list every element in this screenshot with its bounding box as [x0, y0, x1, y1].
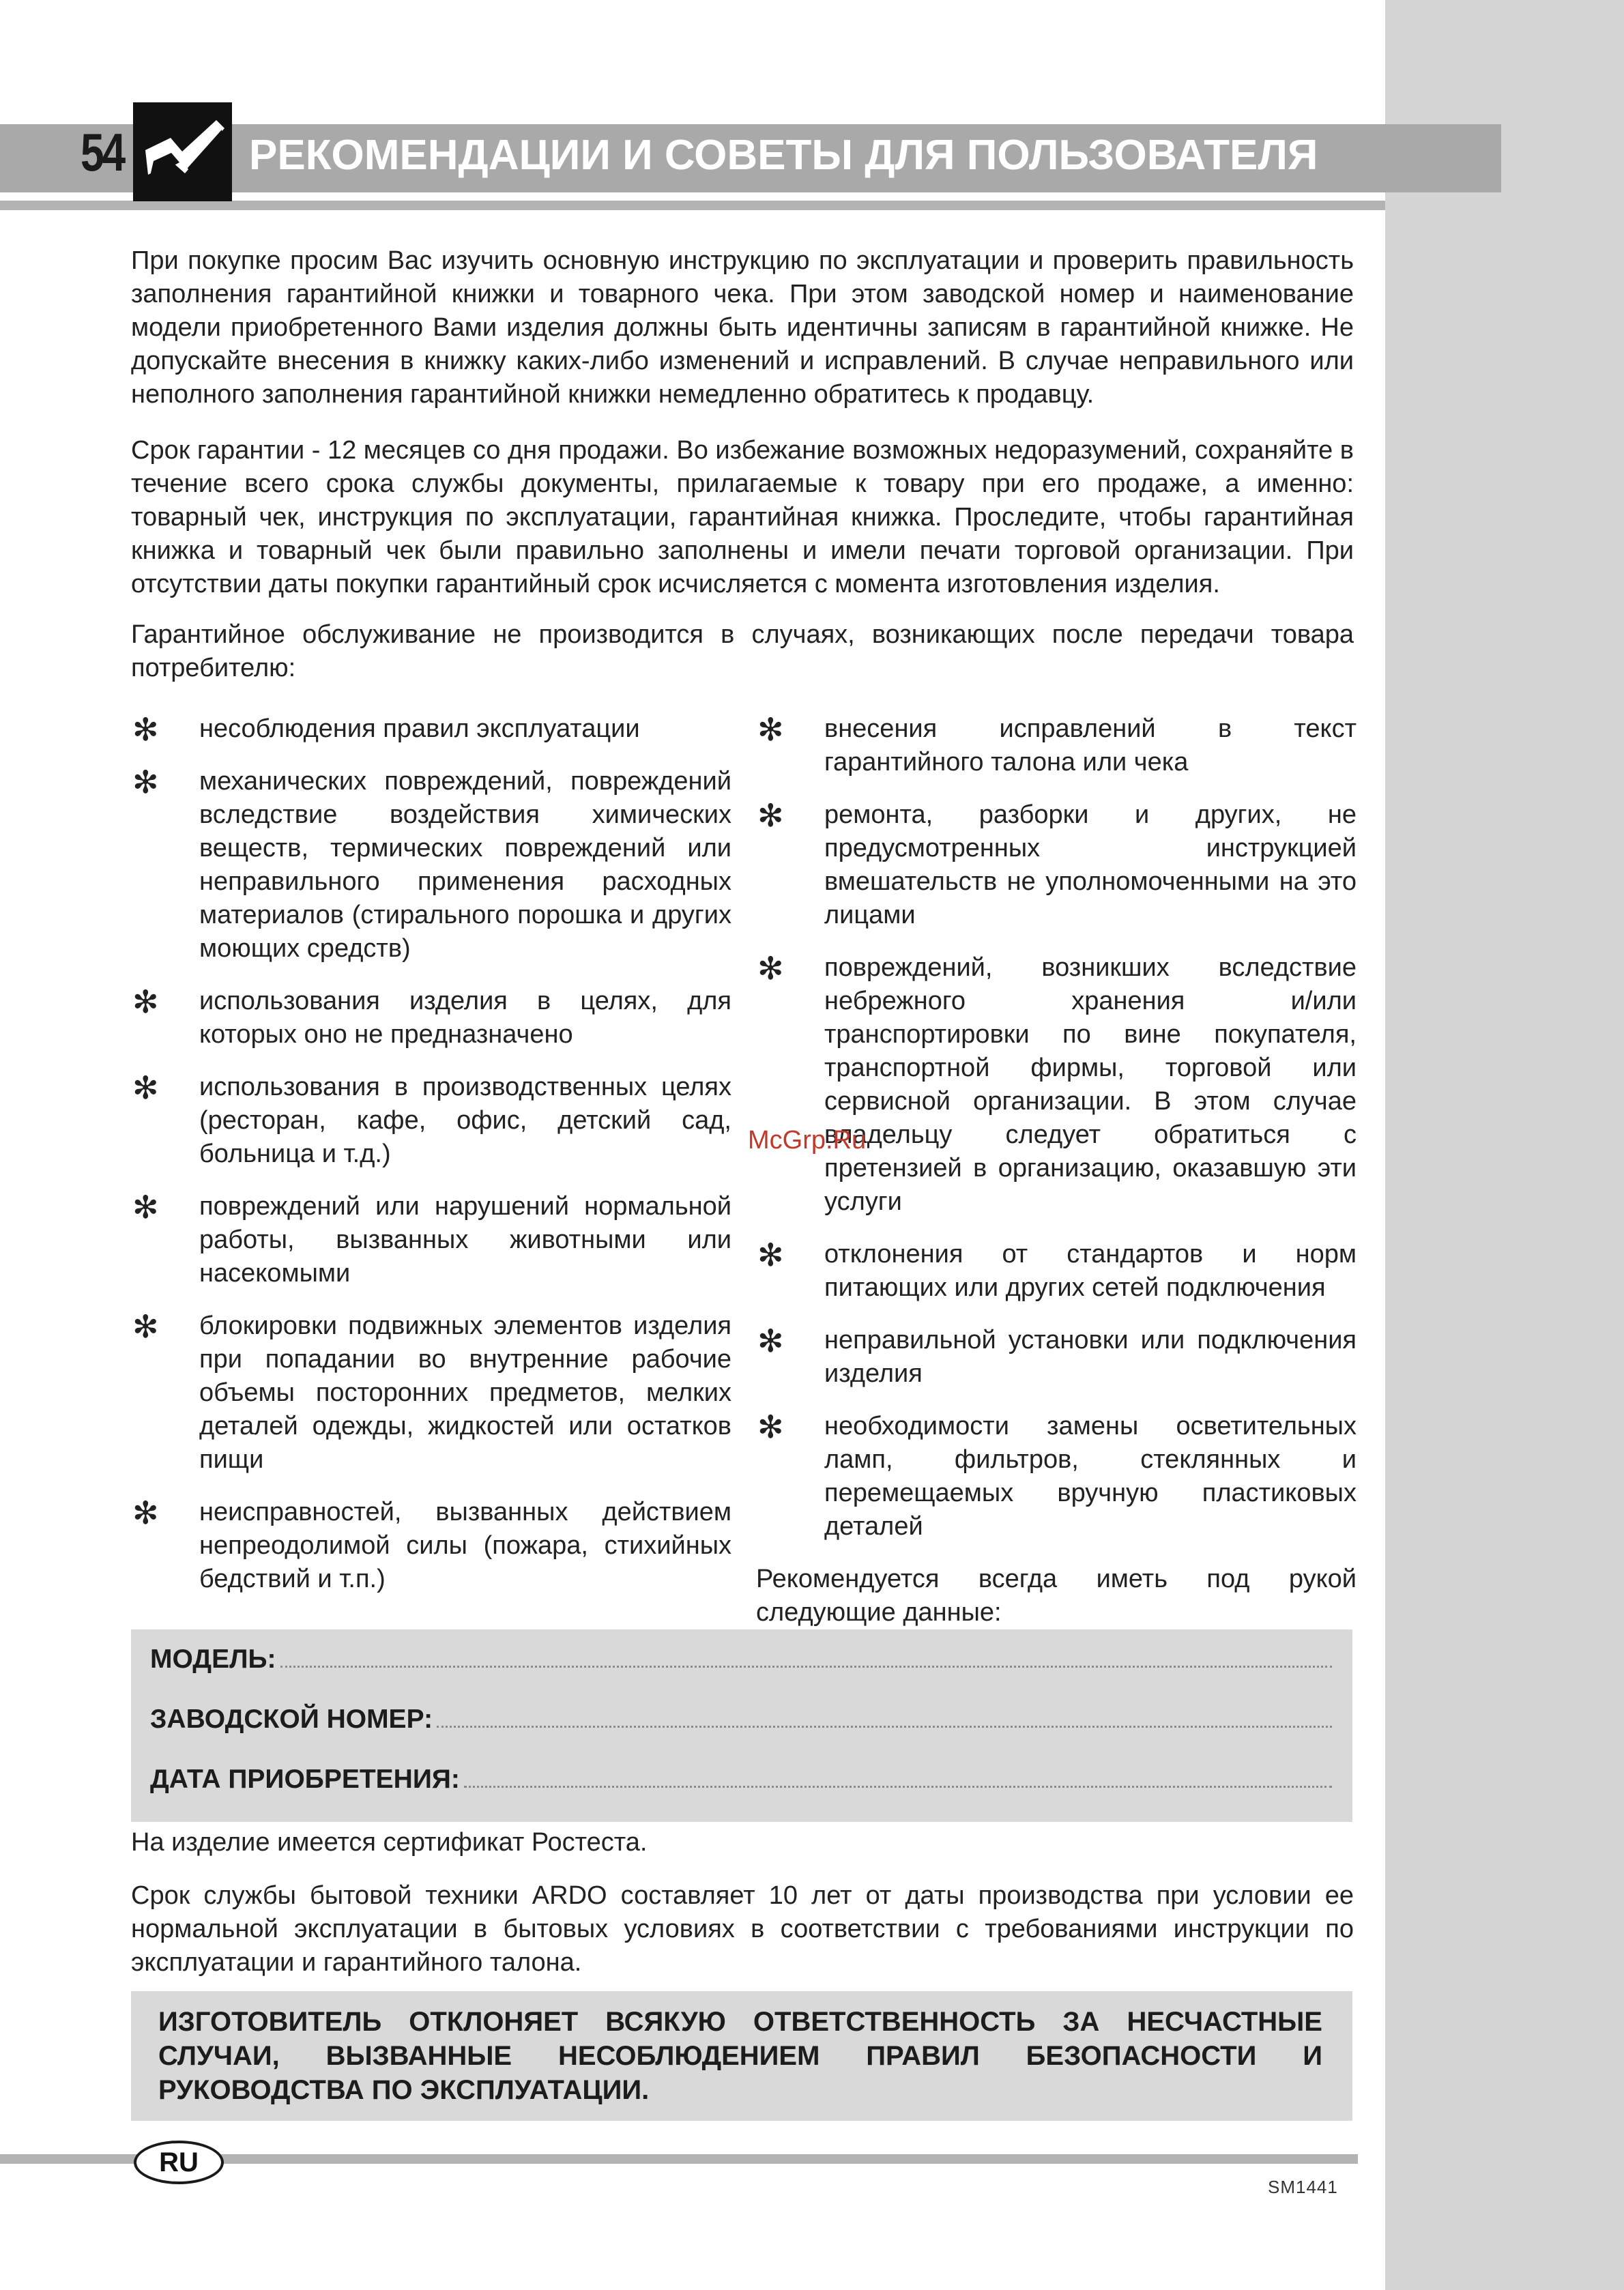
list-item-text: механических повреждений, повреждений вследствие воздействия химических веществ, термических повреждений или неправильного применения расходных материалов (стирального порошка и других моющих средств) [199, 767, 731, 963]
list-item-text: отклонения от стандартов и норм питающих или других сетей подключения [824, 1240, 1357, 1302]
list-item [756, 712, 1357, 779]
asterisk-bullet-icon: ✻ [132, 1495, 159, 1531]
list-item [756, 1324, 1357, 1391]
product-data-form [131, 1629, 1352, 1822]
warning-text: ИЗГОТОВИТЕЛЬ ОТКЛОНЯЕТ ВСЯКУЮ ОТВЕТСТВЕННОСТЬ ЗА НЕСЧАСТНЫЕ СЛУЧАИ, ВЫЗВАННЫЕ НЕСОБЛЮДЕНИЕМ ПРАВИЛ БЕЗОПАСНОСТИ И РУКОВОДСТВА ПО ЭКСПЛУАТАЦИИ. [158, 2007, 1322, 2105]
intro-paragraph-1: При покупке просим Вас изучить основную инструкцию по эксплуатации и проверить правильность заполнения гарантийной книжки и товарного чека. При этом заводской номер и наименование модели приобретенного Вами изделия должны быть идентичны записям в гарантийной книжке. Не допускайте внесения в книжку каких-либо изменений и исправлений. В случае неправильного или неполного заполнения гарантийной книжки немедленно обратитесь к продавцу. [131, 246, 1354, 409]
list-item [756, 951, 1357, 1219]
list-item [756, 1410, 1357, 1543]
certificate-note: На изделие имеется сертификат Ростеста. [131, 1828, 648, 1857]
list-item [131, 765, 731, 966]
serial-number-fill-line[interactable] [437, 1726, 1332, 1728]
list-item [756, 1238, 1357, 1305]
list-item-text: использования в производственных целях (ресторан, кафе, офис, детский сад, больница и т.д.) [199, 1073, 731, 1168]
side-strip [1385, 0, 1624, 2290]
model-label: МОДЕЛЬ: [150, 1644, 276, 1674]
intro-paragraph-3: Гарантийное обслуживание не производится в случаях, возникающих после передачи товара потребителю: [131, 620, 1354, 682]
asterisk-bullet-icon: ✻ [757, 951, 784, 986]
serial-number-label: ЗАВОДСКОЙ НОМЕР: [150, 1705, 433, 1734]
purchase-date-field[interactable] [150, 1765, 1332, 1795]
exclusions-left-column [131, 712, 731, 1615]
purchase-date-fill-line[interactable] [464, 1786, 1332, 1788]
page-number: 54 [81, 122, 124, 182]
asterisk-bullet-icon: ✻ [757, 798, 784, 833]
watermark: McGrp.Ru [748, 1126, 867, 1155]
list-item [756, 798, 1357, 932]
model-fill-line[interactable] [280, 1666, 1333, 1668]
list-item-text: повреждений, возникших вследствие небрежного хранения и/или транспортировки по вине покупателя, транспортной фирмы, торговой или сервисной организации. В этом случае владельцу следует обратиться с претензией в организацию, оказавшую эти услуги [824, 953, 1357, 1216]
list-item-text: повреждений или нарушений нормальной работы, вызванных животными или насекомыми [199, 1192, 731, 1288]
list-item-text: неисправностей, вызванных действием непреодолимой силы (пожара, стихийных бедствий и т.п.) [199, 1498, 731, 1593]
exclusions-right-column [756, 712, 1357, 1655]
list-item [131, 1496, 731, 1596]
warning-box [131, 1991, 1352, 2121]
book-icon [133, 102, 232, 201]
asterisk-bullet-icon: ✻ [757, 1237, 784, 1273]
header-rule [0, 201, 1385, 210]
list-item-text: внесения исправлений в текст гарантийного талона или чека [824, 714, 1357, 777]
service-life-paragraph: Срок службы бытовой техники ARDO составляет 10 лет от даты производства при условии ее нормальной эксплуатации в бытовых условиях в соответствии с требованиями инструкции по эксплуатации и гарантийного талона. [131, 1881, 1354, 1977]
purchase-date-label: ДАТА ПРИОБРЕТЕНИЯ: [150, 1765, 460, 1794]
list-item [131, 1071, 731, 1171]
asterisk-bullet-icon: ✻ [132, 984, 159, 1019]
list-item-text: необходимости замены осветительных ламп, фильтров, стеклянных и перемещаемых вручную пластиковых деталей [824, 1412, 1357, 1541]
list-item-text: несоблюдения правил эксплуатации [199, 714, 640, 743]
list-item-text: неправильной установки или подключения изделия [824, 1326, 1357, 1388]
list-item-text: блокировки подвижных элементов изделия при попадании во внутренние рабочие объемы посторонних предметов, мелких деталей одежды, жидкостей или остатков пищи [199, 1311, 731, 1474]
list-item [131, 1309, 731, 1477]
list-item-text: использования изделия в целях, для которых оно не предназначено [199, 987, 731, 1049]
list-item [131, 985, 731, 1052]
list-item [131, 712, 731, 746]
list-item-text: ремонта, разборки и других, не предусмотренных инструкцией вмешательств не уполномоченными на это лицами [824, 800, 1357, 929]
asterisk-bullet-icon: ✻ [132, 1309, 159, 1344]
asterisk-bullet-icon: ✻ [132, 764, 159, 800]
list-item [131, 1190, 731, 1290]
serial-number-field[interactable] [150, 1705, 1332, 1735]
intro-paragraph-2: Срок гарантии - 12 месяцев со дня продажи. Во избежание возможных недоразумений, сохраняйте в течение всего срока службы документы, прилагаемые к товару при его продаже, а именно: товарный чек, инструкция по эксплуатации, гарантийная книжка. Проследите, чтобы гарантийная книжка и товарный чек были правильно заполнены и имели печати торговой организации. При отсутствии даты покупки гарантийный срок исчисляется с момента изготовления изделия. [131, 436, 1354, 598]
document-code: SM1441 [1268, 2177, 1338, 2197]
asterisk-bullet-icon: ✻ [757, 1409, 784, 1445]
model-field[interactable] [150, 1644, 1332, 1675]
asterisk-bullet-icon: ✻ [132, 1070, 159, 1105]
asterisk-bullet-icon: ✻ [132, 1189, 159, 1225]
asterisk-bullet-icon: ✻ [757, 712, 784, 747]
asterisk-bullet-icon: ✻ [757, 1323, 784, 1359]
page-title: РЕКОМЕНДАЦИИ И СОВЕТЫ ДЛЯ ПОЛЬЗОВАТЕЛЯ [249, 132, 1318, 179]
recommend-paragraph: Рекомендуется всегда иметь под рукой следующие данные: [756, 1565, 1357, 1627]
language-badge: RU [134, 2141, 224, 2184]
asterisk-bullet-icon: ✻ [132, 712, 159, 747]
